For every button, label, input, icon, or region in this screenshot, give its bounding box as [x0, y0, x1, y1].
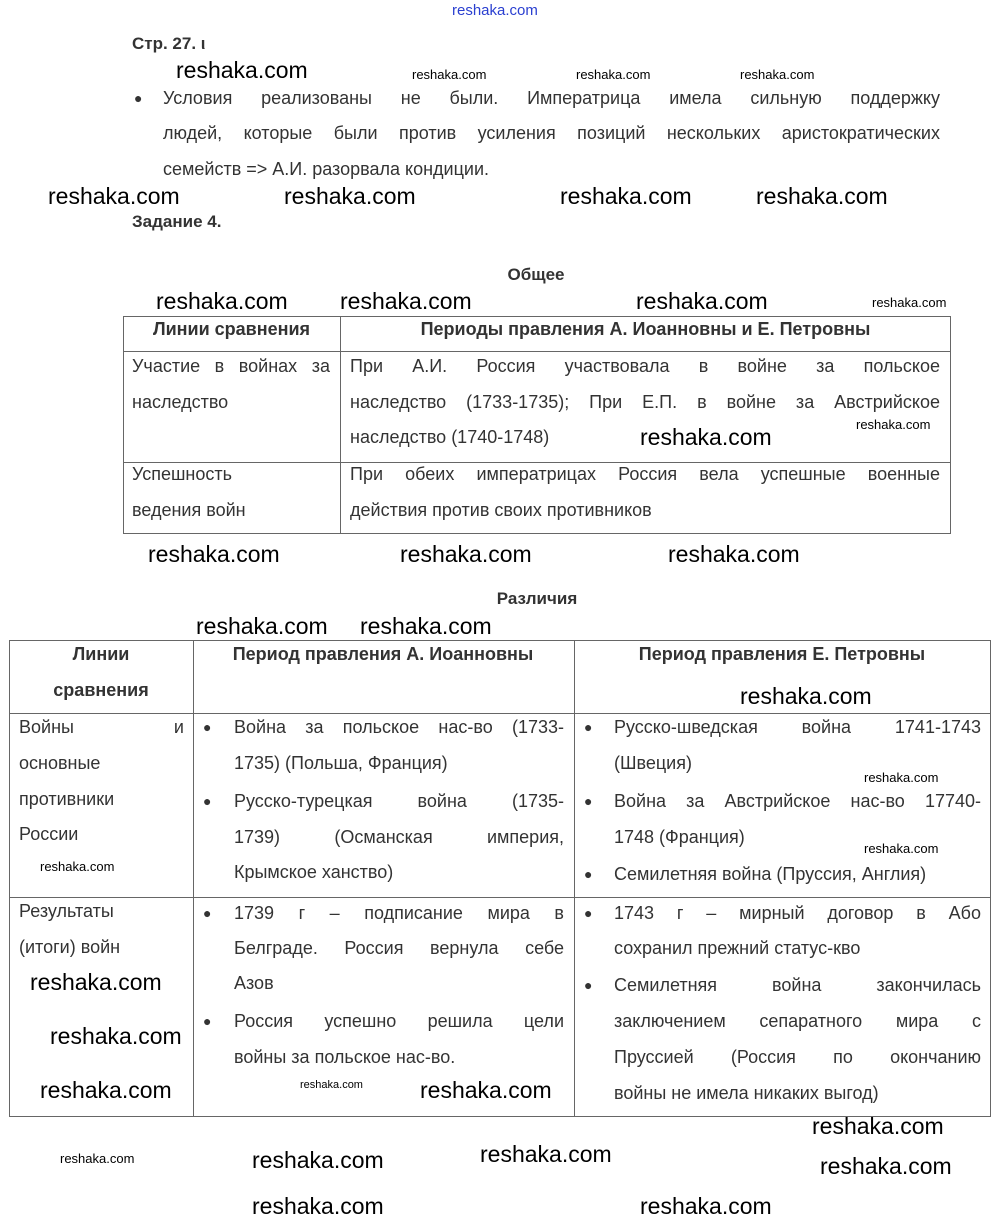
cell-text: Войны и	[19, 717, 184, 737]
cell-text: 1743 г – мирный договор в Або	[614, 903, 981, 923]
bullet-icon: ●	[584, 719, 593, 735]
watermark: reshaka.com	[740, 683, 872, 709]
paragraph-line: Условия реализованы не были. Императрица имела сильную поддержку	[163, 88, 940, 108]
cell-text: Результаты	[19, 901, 114, 921]
cell-text: войны за польское нас-во.	[234, 1047, 456, 1067]
watermark: reshaka.com	[48, 183, 180, 209]
cell-text: Азов	[234, 973, 274, 993]
watermark: reshaka.com	[480, 1141, 612, 1167]
cell-text: Семилетняя война (Пруссия, Англия)	[614, 864, 927, 884]
bullet-icon: ●	[584, 866, 593, 882]
bullet-icon: ●	[134, 90, 143, 106]
watermark: reshaka.com	[576, 67, 651, 82]
cell-text: Участие в войнах за	[132, 356, 330, 376]
watermark: reshaka.com	[400, 541, 532, 567]
cell-text: (Швеция)	[614, 753, 692, 773]
bullet-icon: ●	[584, 793, 593, 809]
common-table-title: Общее	[507, 265, 565, 284]
watermark: reshaka.com	[300, 1079, 363, 1091]
watermark: reshaka.com	[50, 1023, 182, 1049]
watermark: reshaka.com	[636, 288, 768, 314]
watermark: reshaka.com	[148, 541, 280, 567]
watermark: reshaka.com	[864, 770, 939, 785]
cell-text: 1739 г – подписание мира в	[234, 903, 564, 923]
cell-text: Пруссией (Россия по окончанию	[614, 1047, 981, 1067]
watermark: reshaka.com	[668, 541, 800, 567]
watermark: reshaka.com	[640, 1193, 772, 1219]
cell-text: основные	[19, 753, 101, 773]
header-cell: Периоды правления А. Иоанновны и Е. Петровны	[420, 319, 871, 339]
cell-text: наследство	[132, 392, 229, 412]
page-reference: Стр. 27. ι	[132, 34, 206, 53]
cell-text: войны не имела никаких выгод)	[614, 1083, 879, 1103]
header-cell: Линии сравнения	[152, 319, 311, 339]
watermark: reshaka.com	[640, 424, 772, 450]
bullet-icon: ●	[203, 719, 212, 735]
cell-text: Россия успешно решила цели	[234, 1011, 564, 1031]
watermark: reshaka.com	[812, 1113, 944, 1139]
cell-text: действия против своих противников	[350, 500, 652, 520]
diff-table-title: Различия	[496, 589, 578, 608]
cell-text: При А.И. Россия участвовала в войне за польское	[350, 356, 940, 376]
watermark: reshaka.com	[820, 1153, 952, 1179]
cell-text: Война за Австрийское нас-во 17740-	[614, 791, 981, 811]
cell-text: ведения войн	[132, 500, 246, 520]
watermark: reshaka.com	[560, 183, 692, 209]
cell-text: 1735) (Польша, Франция)	[234, 753, 448, 773]
watermark: reshaka.com	[360, 613, 492, 639]
cell-text: противники	[19, 789, 115, 809]
watermark: reshaka.com	[40, 859, 115, 874]
cell-text: Крымское ханство)	[234, 862, 394, 882]
watermark: reshaka.com	[284, 183, 416, 209]
task-title: Задание 4.	[132, 212, 222, 231]
header-cell: Период правления Е. Петровны	[638, 644, 926, 664]
header-cell: сравнения	[53, 680, 149, 700]
bullet-icon: ●	[584, 905, 593, 921]
watermark: reshaka.com	[252, 1147, 384, 1173]
cell-text: Белграде. Россия вернула себе	[234, 938, 564, 958]
cell-text: России	[19, 824, 79, 844]
paragraph-line: людей, которые были против усиления позиций нескольких аристократических	[163, 123, 940, 143]
cell-text: (итоги) войн	[19, 937, 121, 957]
cell-text: Русско-шведская война 1741-1743	[614, 717, 981, 737]
watermark: reshaka.com	[740, 67, 815, 82]
bullet-icon: ●	[203, 905, 212, 921]
cell-text: Война за польское нас-во (1733-	[234, 717, 564, 737]
paragraph-line: семейств => А.И. разорвала кондиции.	[163, 159, 490, 179]
watermark: reshaka.com	[30, 969, 162, 995]
watermark: reshaka.com	[420, 1077, 552, 1103]
watermark: reshaka.com	[412, 67, 487, 82]
cell-text: наследство (1733-1735); При Е.П. в войне за Австрийское	[350, 392, 940, 412]
watermark: reshaka.com	[176, 57, 308, 83]
bullet-icon: ●	[203, 793, 212, 809]
cell-text: заключением сепаратного мира с	[614, 1011, 981, 1031]
watermark: reshaka.com	[864, 841, 939, 856]
watermark: reshaka.com	[756, 183, 888, 209]
cell-text: 1748 (Франция)	[614, 827, 745, 847]
cell-text: 1739) (Османская империя,	[234, 827, 564, 847]
watermark: reshaka.com	[40, 1077, 172, 1103]
bullet-icon: ●	[584, 977, 593, 993]
top-watermark: reshaka.com	[452, 2, 538, 19]
cell-text: сохранил прежний статус-кво	[614, 938, 861, 958]
cell-text: наследство (1740-1748)	[350, 427, 550, 447]
bullet-icon: ●	[203, 1013, 212, 1029]
cell-text: Семилетняя война закончилась	[614, 975, 981, 995]
watermark: reshaka.com	[872, 295, 947, 310]
watermark: reshaka.com	[60, 1151, 135, 1166]
watermark: reshaka.com	[196, 613, 328, 639]
watermark: reshaka.com	[156, 288, 288, 314]
watermark: reshaka.com	[856, 417, 931, 432]
cell-text: При обеих императрицах Россия вела успешные военные	[350, 464, 940, 484]
watermark: reshaka.com	[340, 288, 472, 314]
watermark: reshaka.com	[252, 1193, 384, 1219]
header-cell: Период правления А. Иоанновны	[232, 644, 534, 664]
cell-text: Успешность	[132, 464, 233, 484]
header-cell: Линии	[72, 644, 130, 664]
cell-text: Русско-турецкая война (1735-	[234, 791, 564, 811]
